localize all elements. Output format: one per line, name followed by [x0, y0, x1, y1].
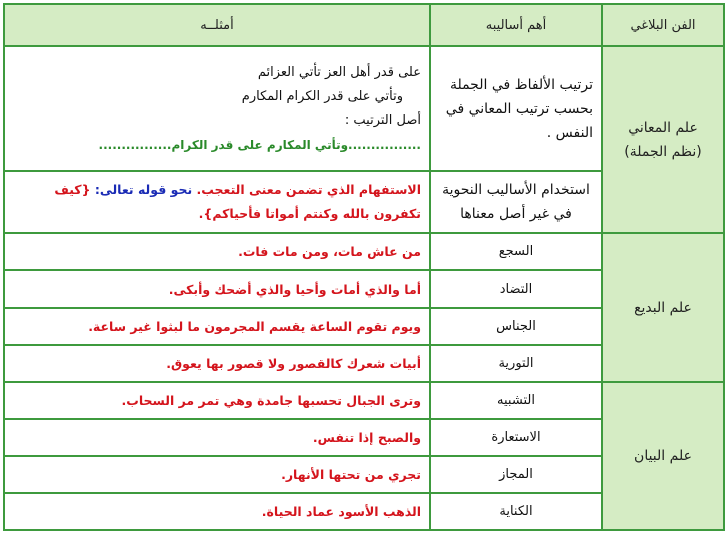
style-cell: التضاد	[430, 270, 602, 307]
style-cell: الجناس	[430, 308, 602, 345]
style-cell: السجع	[430, 233, 602, 270]
example-cell: ويوم تقوم الساعة يقسم المجرمون ما لبثوا غير ساعة.	[4, 308, 430, 345]
header-row	[4, 4, 724, 46]
category-cell	[602, 382, 724, 530]
style-line: استخدام الأساليب النحوية	[442, 182, 590, 199]
example-cell: الذهب الأسود عماد الحياة.	[4, 493, 430, 530]
example-verse-line: وتأتي على قدر الكرام المكارم	[241, 88, 403, 104]
style-line: في غير أصل معناها	[460, 206, 572, 223]
header-examples: أمثلــه	[4, 4, 430, 46]
style-cell	[430, 46, 602, 171]
style-line: ترتيب الألفاظ في الجملة	[449, 76, 593, 93]
style-cell: الكناية	[430, 493, 602, 530]
example-quote: {كيف	[54, 182, 91, 198]
example-cell: والصبح إذا تنفس.	[4, 419, 430, 456]
example-line	[13, 178, 421, 202]
example-verse-line: على قدر أهل العز تأتي العزائم	[257, 64, 421, 80]
example-original-order: ................وتأتي المكارم على قدر الكرام................	[98, 137, 421, 152]
category-name: علم البيان	[634, 447, 692, 464]
style-line: النفس .	[546, 124, 593, 141]
example-cell	[4, 46, 430, 171]
category-cell	[602, 233, 724, 381]
style-cell: التورية	[430, 345, 602, 382]
example-cell	[4, 171, 430, 233]
style-cell: التشبيه	[430, 382, 602, 419]
example-text: الاستفهام الذي تضمن معنى التعجب.	[196, 182, 421, 198]
example-cell: أبيات شعرك كالقصور ولا قصور بها يعوق.	[4, 345, 430, 382]
category-name: علم البديع	[634, 299, 692, 316]
style-cell	[430, 171, 602, 233]
example-quote-intro: نحو قوله تعالى:	[94, 182, 193, 198]
rhetoric-table	[3, 3, 725, 531]
header-category: الفن البلاغي	[602, 4, 724, 46]
category-name: علم المعاني	[628, 119, 698, 136]
style-cell: المجاز	[430, 456, 602, 493]
table-row	[4, 233, 724, 270]
category-subname: (نظم الجملة)	[624, 143, 702, 160]
example-cell: تجري من تحتها الأنهار.	[4, 456, 430, 493]
category-cell	[602, 46, 724, 233]
example-quote: تكفرون بالله وكنتم أمواتا فأحياكم}.	[198, 206, 421, 222]
header-styles: أهم أساليبه	[430, 4, 602, 46]
table-row	[4, 46, 724, 171]
example-cell: أما والذي أمات وأحيا والذي أضحك وأبكى.	[4, 270, 430, 307]
table-row	[4, 382, 724, 419]
example-cell: وترى الجبال تحسبها جامدة وهي تمر مر السحاب.	[4, 382, 430, 419]
example-cell: من عاش مات، ومن مات فات.	[4, 233, 430, 270]
style-line: بحسب ترتيب المعاني في	[445, 100, 593, 117]
example-label: أصل الترتيب :	[344, 112, 421, 128]
style-cell: الاستعارة	[430, 419, 602, 456]
